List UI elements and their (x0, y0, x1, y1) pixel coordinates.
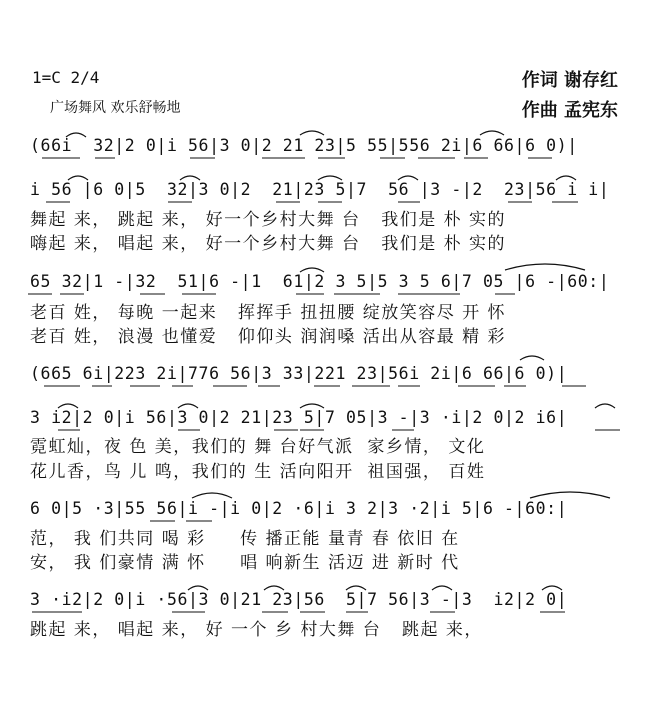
composer-credit: 作曲 孟宪东 (521, 100, 618, 121)
slur (530, 492, 610, 498)
notation-line-2: i 56 |6 0|5 32|3 0|2 21|23 5|7 56 |3 -|2 23|56 i i| (30, 180, 610, 199)
slur (58, 404, 78, 408)
slur (346, 586, 366, 590)
lyric-line-3-verse-1: 老百 姓， 每晚 一起来 挥挥手 扭扭腰 绽放笑容尽 开 怀 (30, 303, 507, 323)
slur (300, 268, 324, 272)
notation-line-3: 65 32|1 -|32 51|6 -|1 61|2 3 5|5 3 5 6|7 05 |6 -|60:| (30, 272, 610, 291)
lyric-line-7-verse-1: 跳起 来， 唱起 来， 好 一个 乡 村大舞 台 跳起 来， (30, 620, 483, 640)
slur (318, 176, 342, 180)
slur (188, 586, 208, 590)
slur (432, 586, 452, 590)
lyric-line-3-verse-2: 老百 姓， 浪漫 也懂爱 仰仰头 润润嗓 活出从容最 精 彩 (30, 327, 507, 347)
lyric-line-5-verse-2: 花儿香，鸟 儿 鸣，我们的 生 活向阳开 祖国强， 百姓 (30, 462, 486, 482)
slur (505, 264, 585, 270)
key-signature: 1=C 2/4 (32, 68, 100, 87)
slur (556, 176, 576, 180)
slur (542, 586, 562, 590)
slur (180, 176, 200, 180)
notation-line-4: (665 6i|223 2i|776 56|3 33|221 23|56i 2i|6 66|6 0)| (30, 364, 568, 383)
slur (300, 131, 324, 135)
notation-line-6: 6 0|5 ·3|55 56|i -|i 0|2 ·6|i 3 2|3 ·2|i 5|6 -|60:| (30, 499, 568, 518)
style-note: 广场舞风 欢乐舒畅地 (50, 100, 181, 116)
slur (520, 356, 544, 360)
slur (300, 404, 324, 408)
slur (68, 176, 88, 180)
lyric-line-5-verse-1: 霓虹灿，夜 色 美，我们的 舞 台好气派 家乡情， 文化 (30, 437, 486, 457)
lyric-line-2-verse-1: 舞起 来， 跳起 来， 好一个乡村大舞 台 我们是 朴 实的 (30, 210, 507, 230)
lyric-line-6-verse-1: 范， 我 们共同 喝 彩 传 播正能 量青 春 依旧 在 (30, 529, 460, 549)
slur (66, 133, 86, 137)
slur (192, 493, 232, 498)
slur (595, 404, 615, 408)
lyricist-credit: 作词 谢存红 (521, 70, 618, 91)
slur (480, 131, 504, 135)
notation-line-5: 3 i2|2 0|i 56|3 0|2 21|23 5|7 05|3 -|3 ·i|2 0|2 i6| (30, 408, 568, 427)
slur (398, 176, 418, 180)
notation-line-7: 3 ·i2|2 0|i ·56|3 0|21 23|56 5|7 56|3 -|3 i2|2 0| (30, 590, 568, 609)
beam-underlines (28, 158, 620, 612)
lyric-line-6-verse-2: 安， 我 们豪情 满 怀 唱 响新生 活迈 进 新时 代 (30, 553, 460, 573)
slur (178, 404, 198, 408)
slur (264, 586, 284, 590)
notation-line-1: (66i 32|2 0|i 56|3 0|2 21 23|5 55|556 2i|6 66|6 0)| (30, 136, 578, 155)
lyric-line-2-verse-2: 嗨起 来， 唱起 来， 好一个乡村大舞 台 我们是 朴 实的 (30, 234, 507, 254)
